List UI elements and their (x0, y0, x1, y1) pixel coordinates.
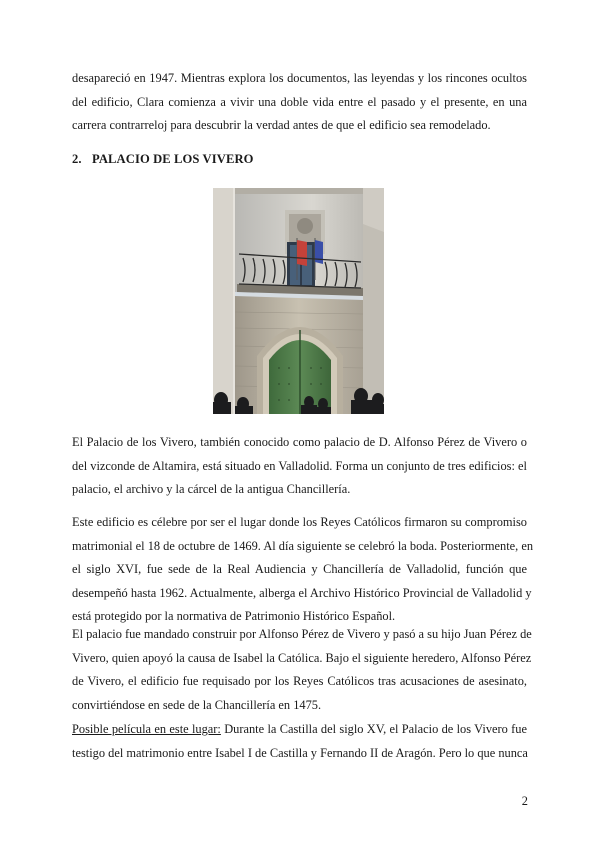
paragraph-line (72, 718, 527, 742)
intro-line: carrera contrarreloj para descubrir la verdad antes de que el edificio sea remodelado. (72, 118, 491, 132)
paragraph-line: matrimonial el 18 de octubre de 1469. Al día siguiente se celebró la boda. Posteriormente, en (72, 538, 534, 553)
paragraph-line: testigo del matrimonio entre Isabel I de Castilla y Fernando II de Aragón. Pero lo que nunca (72, 745, 528, 760)
paragraph-line: palacio, el archivo y la cárcel de la antigua Chancillería. (72, 482, 351, 496)
paragraph-line: está protegido por la normativa de Patrimonio Histórico Español. (72, 609, 396, 623)
section-title: PALACIO DE LOS VIVERO (92, 152, 254, 166)
section-number: 2. (72, 152, 82, 166)
paragraph-line: el siglo XVI, fue sede de la Real Audiencia y Chancillería de Valladolid, función que (72, 562, 527, 576)
paragraph-line: de Vivero, el edificio fue requisado por los Reyes Católicos tras acusaciones de asesinato, (72, 674, 527, 688)
film-paragraph (72, 718, 527, 765)
paragraph-line: del vizconde de Altamira, está situado en Valladolid. Forma un conjunto de tres edificios: el (72, 458, 527, 473)
page-number: 2 (521, 794, 528, 808)
intro-line: desapareció en 1947. Mientras explora los documentos, las leyendas y los rincones ocultos (72, 71, 527, 85)
film-label: Posible película en este lugar: (72, 722, 221, 736)
section-heading (72, 152, 254, 167)
paragraph-line: desempeñó hasta 1962. Actualmente, alberga el Archivo Histórico Provincial de Valladolid y (72, 585, 532, 600)
intro-paragraph (72, 67, 527, 138)
paragraph-line: Vivero, quien apoyó la causa de Isabel la Católica. Bajo el siguiente heredero, Alfonso Pérez (72, 650, 532, 665)
intro-line: del edificio, Clara comienza a vivir una doble vida entre el pasado y el presente, en una (72, 94, 527, 109)
body-paragraph (72, 511, 534, 629)
paragraph-line: El Palacio de los Vivero, también conocido como palacio de D. Alfonso Pérez de Vivero o (72, 435, 527, 449)
paragraph-line: convirtiéndose en sede de la Chancillería en 1475. (72, 697, 322, 712)
paragraph-line: El palacio fue mandado construir por Alfonso Pérez de Vivero y pasó a su hijo Juan Pérez de (72, 627, 532, 641)
body-paragraph (72, 431, 527, 502)
palace-photo (213, 188, 384, 414)
film-text: Durante la Castilla del siglo XV, el Palacio de los Vivero fue (220, 722, 527, 736)
paragraph-line: Este edificio es célebre por ser el lugar donde los Reyes Católicos firmaron su compromiso (72, 515, 527, 529)
body-paragraph (72, 623, 532, 717)
